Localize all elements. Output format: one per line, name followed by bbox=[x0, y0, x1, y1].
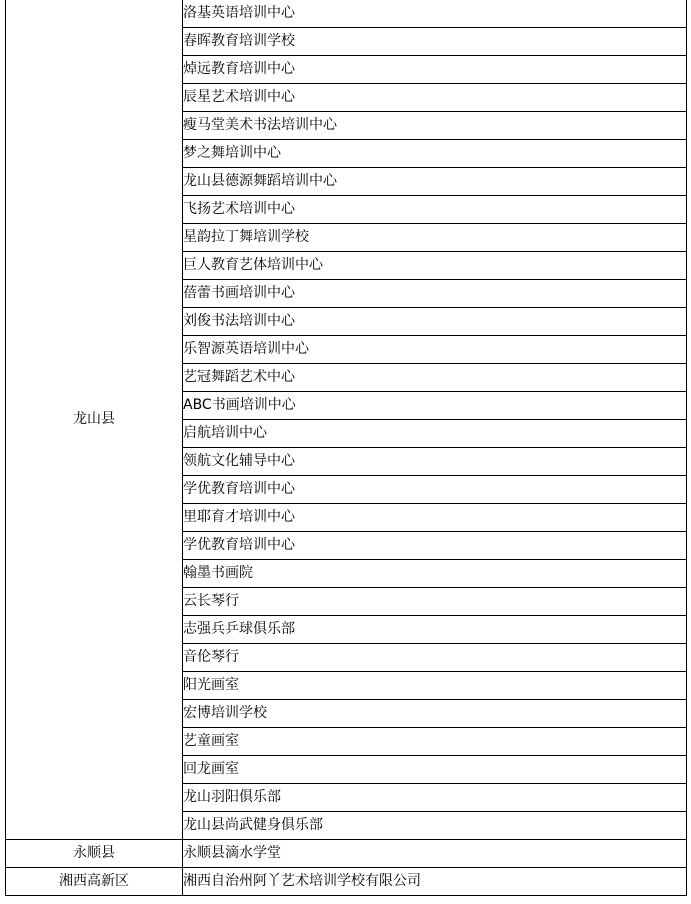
institution-name-cell: 龙山羽阳俱乐部 bbox=[183, 784, 687, 812]
institution-name-cell: 蓓蕾书画培训中心 bbox=[183, 280, 687, 308]
institution-name-cell: 洛基英语培训中心 bbox=[183, 0, 687, 28]
institution-name-cell: 湘西自治州阿丫艺术培训学校有限公司 bbox=[183, 868, 687, 896]
institution-name-cell: 辰星艺术培训中心 bbox=[183, 84, 687, 112]
institution-name-cell: 回龙画室 bbox=[183, 756, 687, 784]
county-cell: 永顺县 bbox=[6, 840, 183, 868]
institution-name-cell: 梦之舞培训中心 bbox=[183, 140, 687, 168]
institution-name-cell: 音伦琴行 bbox=[183, 644, 687, 672]
institution-name-cell: 艺童画室 bbox=[183, 728, 687, 756]
institution-name-cell: 瘦马堂美术书法培训中心 bbox=[183, 112, 687, 140]
institution-name-cell: 乐智源英语培训中心 bbox=[183, 336, 687, 364]
table-row bbox=[6, 0, 687, 28]
institution-name-cell: 焯远教育培训中心 bbox=[183, 56, 687, 84]
institution-name-cell: 云长琴行 bbox=[183, 588, 687, 616]
institution-name-cell: 领航文化辅导中心 bbox=[183, 448, 687, 476]
institution-name-cell: 阳光画室 bbox=[183, 672, 687, 700]
institution-name-cell: 龙山县德源舞蹈培训中心 bbox=[183, 168, 687, 196]
institution-name-cell: 志强兵乒球俱乐部 bbox=[183, 616, 687, 644]
institution-name-cell: 刘俊书法培训中心 bbox=[183, 308, 687, 336]
institution-name-cell: 学优教育培训中心 bbox=[183, 532, 687, 560]
institution-name-cell: 龙山县尚武健身俱乐部 bbox=[183, 812, 687, 840]
table-row bbox=[6, 840, 687, 868]
institution-name-cell: 宏博培训学校 bbox=[183, 700, 687, 728]
institution-name-cell: 艺冠舞蹈艺术中心 bbox=[183, 364, 687, 392]
institution-name-cell: 启航培训中心 bbox=[183, 420, 687, 448]
institution-name-cell: 里耶育才培训中心 bbox=[183, 504, 687, 532]
institution-name-cell: 星韵拉丁舞培训学校 bbox=[183, 224, 687, 252]
institution-name-cell: 飞扬艺术培训中心 bbox=[183, 196, 687, 224]
table-body bbox=[6, 0, 687, 896]
table-row bbox=[6, 868, 687, 896]
training-institution-table bbox=[5, 0, 687, 896]
county-cell: 龙山县 bbox=[6, 0, 183, 840]
institution-name-cell: 永顺县滴水学堂 bbox=[183, 840, 687, 868]
institution-name-cell: 翰墨书画院 bbox=[183, 560, 687, 588]
institution-name-cell: 春晖教育培训学校 bbox=[183, 28, 687, 56]
county-cell: 湘西高新区 bbox=[6, 868, 183, 896]
institution-name-cell: ABC书画培训中心 bbox=[183, 392, 687, 420]
institution-name-cell: 学优教育培训中心 bbox=[183, 476, 687, 504]
institution-name-cell: 巨人教育艺体培训中心 bbox=[183, 252, 687, 280]
